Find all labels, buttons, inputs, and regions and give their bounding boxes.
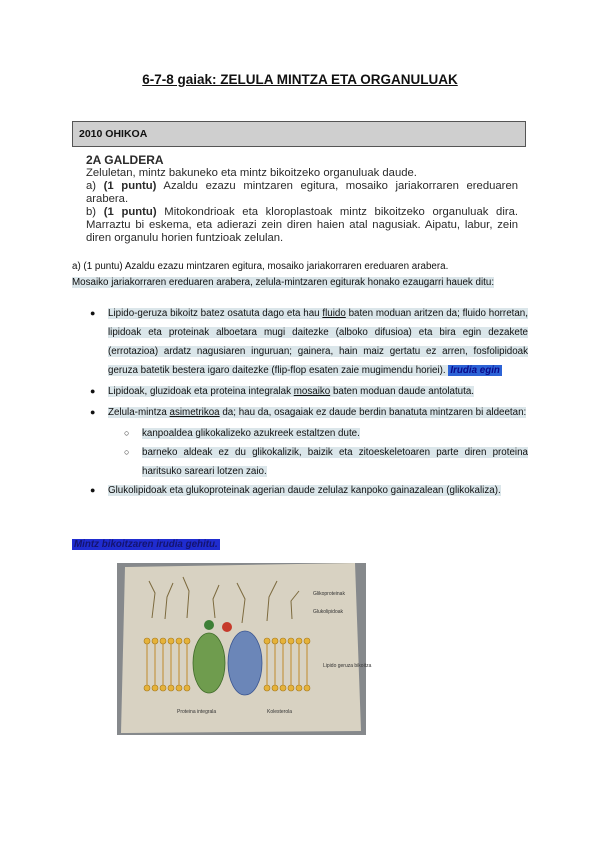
irudia-egin-tag: Irudia egin [450,365,500,376]
bullet2-underlined: mosaiko [293,386,331,397]
part-a-points: (1 puntu) [103,180,157,192]
sub1-text: kanpoaldea glikokalizeko azukreek estaltzen dute. [142,428,360,439]
circle-bullet-icon: ○ [124,447,130,457]
membrane-diagram-photo [117,563,372,735]
part-a-prefix: a) [86,180,97,192]
circle-bullet-icon: ○ [124,428,130,438]
bullet-icon: ● [90,308,96,318]
sub-list-item [90,443,528,481]
exam-label: 2010 OHIKOA [79,128,148,140]
question-heading: 2A GALDERA [86,153,164,167]
figure-label-1: Glikoproteinak [313,591,345,597]
answer-bullet-list [90,304,528,502]
answer-lead-text: Mosaiko jariakorraren ereduaren arabera, zelula-mintzaren egiturak honako ezaugarri hauek ditu: [72,277,495,288]
bullet2-text-a: Lipidoak, gluzidoak eta proteina integralak [108,386,294,397]
bullet1-text-b: baten moduan aritzen da; fluido horretan, lipidoak eta proteinak alboetara mugi daitezke (alboko difusioa) eta bira egin dezakete (errotazioa) ardatz nagusiaren inguruan; gainera, hain maiz gertatu ez arren, fosfolipidoak geruza batetik bestera igaro daitezke (flip-flop esaten zaie mugimendu horiei). [108,308,528,376]
bullet3-underlined: asimetrikoa [169,407,220,418]
list-item [90,481,528,500]
part-b-text: Mitokondrioak eta kloroplastoak mintz bikoitzeko organuluak dira. Marraztu bi eskema, eta adierazi zein diren haien atal nagusiak. Aipatu, labur, zein diren organulu horien funtzioak zelulan. [86,206,519,244]
page-title: 6-7-8 gaiak: ZELULA MINTZA ETA ORGANULUAK [142,72,458,87]
image-caption: Mintz bikoitzaren irudia gehitu. [74,539,218,550]
exam-header-box [72,121,526,147]
list-item [90,382,528,401]
bullet3-text-a: Zelula-mintza [108,407,170,418]
part-b-points: (1 puntu) [103,206,157,218]
list-item [90,403,528,422]
list-item [90,304,528,380]
bullet3-text-b: da; hau da, osagaiak ez daude berdin banatuta mintzaren bi aldeetan: [219,407,527,418]
figure-label-4: Proteina integrala [177,709,217,715]
question-part-a [86,180,518,206]
question-part-b [86,206,518,245]
part-a-text: Azaldu ezazu mintzaren egitura, mosaiko jariakorraren ereduaren arabera. [86,180,519,205]
sub-list-item [90,424,528,443]
bullet-icon: ● [90,386,96,396]
figure-label-3: Lipido geruza bikoitza [323,663,372,669]
bullet-icon: ● [90,407,96,417]
answer-lead [72,274,532,291]
bullet1-text-a: Lipido-geruza bikoitz batez osatuta dago eta hau [108,308,323,319]
bullet-icon: ● [90,485,96,495]
membrane-diagram [117,563,372,735]
bullet2-text-b: baten moduan daude antolatuta. [330,386,475,397]
figure-label-2: Glukolipidoak [313,609,344,615]
bullet4-text: Glukolipidoak eta glukoproteinak agerian daude zelulaz kanpoko gainazalean (glikokaliza). [108,485,501,496]
sub2-text: barneko aldeak ez du glikokalizik, baizik eta zitoeskeletoaren parte diren proteina haritsuko sareari lotzen zaio. [142,447,528,477]
figure-label-5: Kolesterola [267,709,293,715]
question-intro: Zeluletan, mintz bakuneko eta mintz bikoitzeko organuluak daude. [86,167,417,179]
part-b-prefix: b) [86,206,97,218]
answer-intro: a) (1 puntu) Azaldu ezazu mintzaren egitura, mosaiko jariakorraren ereduaren arabera. [72,261,449,272]
exam-question [86,154,518,245]
bullet1-underlined: fluido [322,308,346,319]
